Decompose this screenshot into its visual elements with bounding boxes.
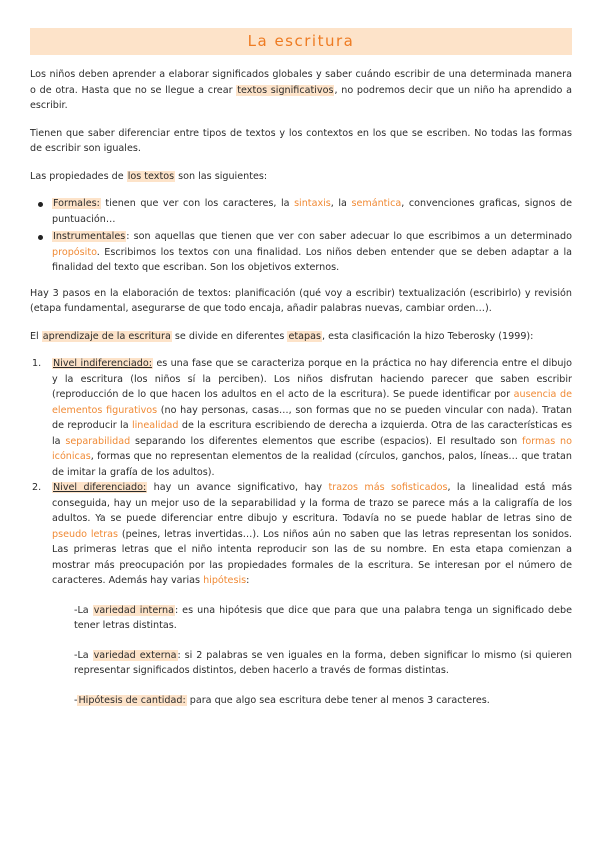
term-sintaxis: sintaxis bbox=[294, 198, 331, 209]
label-hipotesis-cantidad: Hipótesis de cantidad: bbox=[78, 694, 186, 706]
label-nivel-indiferenciado: Nivel indiferenciado: bbox=[53, 358, 152, 369]
paragraph-intro bbox=[30, 67, 572, 114]
text: Los niños deben aprender a elaborar significados globales y saber cuándo escribir de una determinada manera o de otra. Hasta que no se llegue a crear bbox=[30, 69, 572, 96]
highlight-textos-significativos: textos significativos bbox=[237, 84, 334, 96]
bullet-icon bbox=[38, 235, 43, 240]
text: (no hay personas, casas…, son formas que no se pueden vincular con nada). Tratan de reproducir la bbox=[52, 404, 572, 431]
text: separando los diferentes elementos que escribe (espacios). El resultado son bbox=[130, 435, 522, 447]
term-ausencia: ausencia de elementos figurativos bbox=[52, 389, 572, 416]
hipotesis-variedad-externa bbox=[74, 648, 572, 679]
bullet-icon bbox=[38, 202, 43, 207]
page-title: La escritura bbox=[247, 32, 355, 50]
paragraph-pasos: Hay 3 pasos en la elaboración de textos: planificación (qué voy a escribir) textualización (escribirlo) y revisión (etapa fundamental, asegurarse de que todo encaja, añadir palabras nuevas, cambiar orden…). bbox=[30, 287, 572, 314]
highlight-etapas: etapas bbox=[288, 330, 321, 342]
title-banner bbox=[30, 28, 572, 55]
label-instrumentales: Instrumentales bbox=[53, 231, 126, 242]
paragraph-propiedades bbox=[30, 169, 572, 185]
list-item-formales bbox=[36, 196, 572, 227]
label-variedad-interna: variedad interna bbox=[93, 604, 174, 616]
list-number: 1. bbox=[32, 358, 42, 369]
term-formas-no-iconicas: formas no icónicas bbox=[52, 435, 572, 462]
text: , no podremos decir que un niño ha aprendido a escribir. bbox=[30, 84, 572, 111]
term-hipotesis: hipótesis bbox=[203, 575, 247, 586]
list-item-instrumentales bbox=[36, 229, 572, 276]
text: , la bbox=[330, 198, 352, 209]
highlight-los-textos: los textos bbox=[127, 170, 175, 182]
text: : es una hipótesis que dice que para que una palabra tenga un significado debe tener letras distintas. bbox=[74, 604, 572, 631]
text: , convenciones graficas, signos de puntuación… bbox=[52, 198, 572, 225]
label-variedad-externa: variedad externa bbox=[93, 649, 177, 661]
text: para que algo sea escritura debe tener al menos 3 caracteres. bbox=[186, 694, 490, 706]
paragraph-tipos: Tienen que saber diferenciar entre tipos de textos y los contextos en los que se escriben. No todas las formas de escribir son iguales. bbox=[30, 127, 572, 154]
text: : si 2 palabras se ven iguales en la forma, deben significar lo mismo (si quieren representar significados distintos, deben hacerlo a través de formas distintas. bbox=[74, 649, 572, 676]
text: (peines, letras invertidas…). Los niños aún no saben que las letras representan los sonidos. Las primeras letras que el niño intenta reproducir son las de su nombre. En esta etapa comienzan a mostrar más preocupación por las propiedades formales de la escritura. Se interesan por el número de caracteres. Además hay varias bbox=[52, 528, 572, 586]
text: , la linealidad está más conseguida, hay un mejor uso de la separabilidad y la forma de trazo se parece más a la caligrafía de los adultos. Ya se puede diferenciar entre dibujo y escritura. Todavía no se puede hablar de letras sino de bbox=[52, 482, 573, 524]
hipotesis-variedad-interna bbox=[74, 603, 572, 634]
term-proposito: propósito bbox=[52, 246, 97, 258]
text: son las siguientes: bbox=[175, 170, 268, 182]
term-semantica: semántica bbox=[351, 198, 402, 209]
text: - bbox=[74, 694, 78, 706]
label-nivel-diferenciado: Nivel diferenciado: bbox=[53, 482, 147, 493]
list-item-nivel-diferenciado bbox=[30, 480, 572, 589]
text: , formas que no representan elementos de la realidad (círculos, ganchos, palos, líneas… que tratan de imitar la grafía de los adultos). bbox=[52, 451, 572, 478]
text: tienen que ver con los caracteres, la bbox=[100, 198, 295, 209]
highlight-aprendizaje: aprendizaje de la escritura bbox=[42, 330, 171, 342]
text: : bbox=[246, 575, 250, 586]
etapas-list bbox=[30, 356, 572, 589]
text: hay un avance significativo, hay bbox=[147, 482, 329, 493]
text: . Escribimos los textos con una finalidad. Los niños deben entender que se deben adaptar a la finalidad del texto que escriban. Son los objetivos externos. bbox=[52, 246, 572, 273]
term-linealidad: linealidad bbox=[131, 420, 179, 431]
term-pseudo-letras: pseudo letras bbox=[52, 528, 119, 540]
term-trazos: trazos más sofisticados bbox=[328, 482, 448, 493]
text: de la escritura escribiendo de derecha a izquierda. Otra de las características es la bbox=[52, 420, 572, 447]
text: -La bbox=[74, 604, 93, 616]
term-separabilidad: separabilidad bbox=[65, 435, 131, 447]
list-item-nivel-indiferenciado bbox=[30, 356, 572, 480]
text: Las propiedades de bbox=[30, 170, 127, 182]
hipotesis-cantidad bbox=[74, 693, 572, 709]
text: -La bbox=[74, 649, 93, 661]
paragraph-etapas bbox=[30, 329, 572, 345]
properties-list bbox=[30, 196, 572, 276]
text: se divide en diferentes bbox=[171, 330, 288, 342]
text: , esta clasificación la hizo Teberosky (1999): bbox=[322, 330, 534, 342]
label-formales: Formales: bbox=[53, 198, 100, 209]
text: : son aquellas que tienen que ver con saber adecuar lo que escribimos a un determinado bbox=[126, 231, 572, 242]
text: El bbox=[30, 330, 42, 342]
list-number: 2. bbox=[32, 482, 42, 493]
text: es una fase que se caracteriza porque en la práctica no hay diferencia entre el dibujo y la escritura (los niños sí la perciben). Los niños disfrutan haciendo parecer que saben escribir (reproducción de lo que hacen los adultos en el acto de la escritura). Se puede identificar por bbox=[52, 358, 572, 400]
